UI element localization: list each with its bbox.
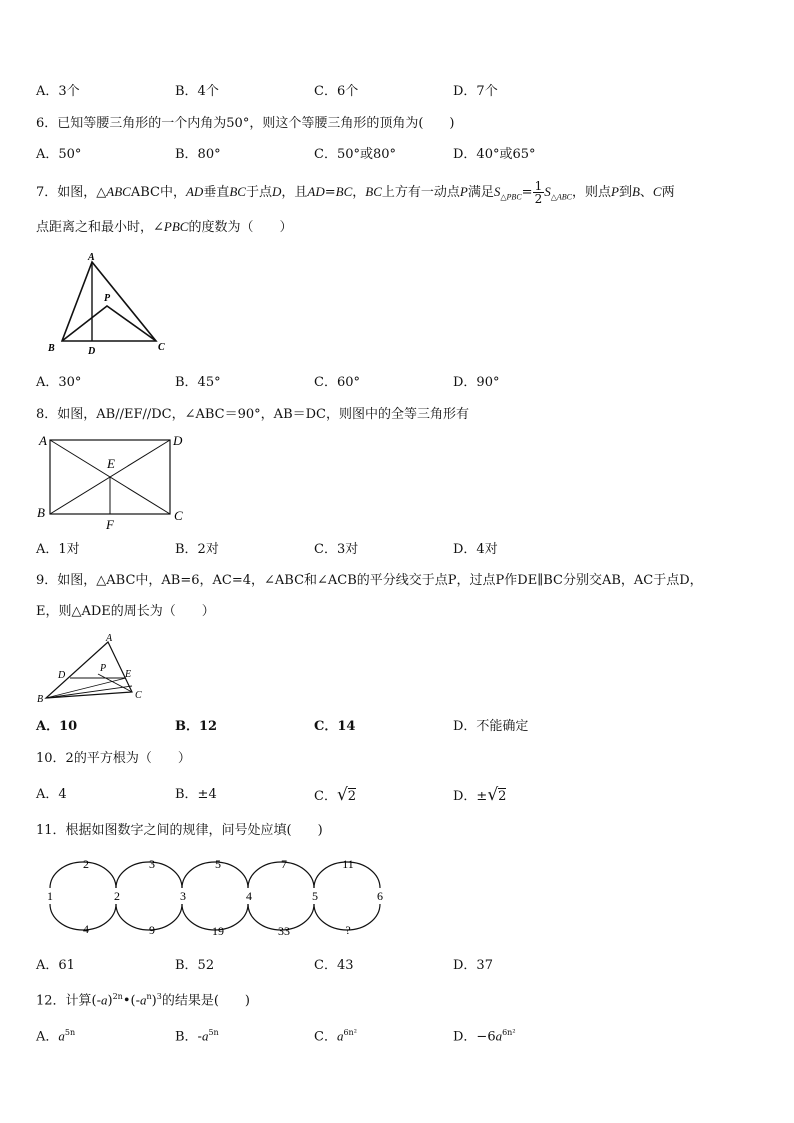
q9-option-b: B．12: [175, 719, 218, 734]
q11-middle-6: 6: [377, 889, 383, 903]
q8-option-d: D．4对: [453, 542, 498, 557]
q11-top-1: 2: [83, 857, 89, 871]
q7-label-a: A: [88, 252, 95, 263]
q11-option-d: D．37: [453, 958, 493, 973]
q11-bottom-3: 19: [212, 924, 224, 938]
q7-stem-line2: 点距离之和最小时，∠PBC的度数为（ ）: [36, 219, 293, 235]
q12-stem: 12．计算$(-a)^{2n}•(-a^n)^3$的结果是( ): [36, 992, 250, 1009]
q11-option-c: C．43: [314, 958, 354, 973]
q8-option-c: C．3对: [314, 542, 359, 557]
q7-label-b: B: [48, 343, 55, 354]
q9-stem-line1: 9．如图，△ABC中，AB=6，AC=4，∠ABC和∠ACB的平分线交于点P，过点P作DE∥BC分别交AB，AC于点D，: [36, 573, 703, 588]
q11-middle-4: 4: [246, 889, 252, 903]
q9-label-c: C: [135, 690, 142, 701]
q11-bottom-row: [83, 922, 351, 938]
q7-label-d: D: [88, 346, 96, 357]
q12-option-b: B．$-a^{5n}$: [175, 1028, 219, 1045]
q9-label-a: A: [106, 633, 113, 644]
q9-line-be: [46, 686, 132, 698]
q9-label-e: E: [125, 669, 132, 680]
q5-option-b: B．4个: [175, 84, 219, 99]
q8-label-c: C: [174, 508, 183, 523]
q7-label-p: P: [104, 293, 111, 304]
q9-label-d: D: [58, 670, 66, 681]
q5-option-c: C．6个: [314, 84, 359, 99]
q7-option-d: D．90°: [453, 375, 500, 390]
q11-figure: [36, 852, 396, 942]
q6-option-b: B．80°: [175, 147, 221, 162]
q10-option-a: A．4: [36, 787, 67, 802]
sqrt-icon: √: [336, 785, 348, 805]
q8-figure: [36, 432, 196, 532]
q8-label-a: A: [39, 433, 47, 448]
q11-top-2: 3: [149, 857, 155, 871]
q9-label-b: B: [37, 694, 44, 705]
q9-label-p: P: [100, 663, 107, 674]
q8-label-e: E: [107, 456, 115, 471]
q9-stem-line2: E，则△ADE的周长为（ ）: [36, 604, 215, 619]
q6-option-a: A．50°: [36, 147, 82, 162]
q5-option-a: A．3个: [36, 84, 80, 99]
q10-option-b: B．±4: [175, 787, 217, 802]
q8-label-d: D: [173, 433, 183, 448]
q10-option-c: C．√2: [314, 785, 357, 805]
q8-stem: 8．如图，AB//EF//DC，∠ABC＝90°，AB＝DC，则图中的全等三角形有: [36, 407, 469, 422]
fraction-one-half: $\frac{1}{2}$: [534, 179, 543, 206]
q7-figure: [44, 250, 174, 360]
q9-option-d: D．不能确定: [453, 719, 529, 734]
q11-bottom-2: 9: [149, 923, 155, 937]
q12-option-c: C．$a^{6n^2}$: [314, 1028, 357, 1045]
q8-option-b: B．2对: [175, 542, 219, 557]
q10-option-c-radicand: 2: [347, 789, 357, 804]
q8-label-f: F: [106, 517, 114, 532]
q6-stem: 6．已知等腰三角形的一个内角为50°，则这个等腰三角形的顶角为( ): [36, 116, 455, 131]
q11-bottom-4: 33: [278, 924, 290, 938]
q9-figure: [36, 630, 156, 710]
q7-stem-line1: 7．如图，△ABCABC中，AD垂直BC于点D，且AD=BC，BC上方有一动点P满足$S_{\triangle PBC}=$ $\frac{1}{2}$ $S_{\triangle ABC}$，则点P到B、C两: [36, 179, 675, 206]
q11-top-3: 5: [215, 857, 221, 871]
q7-option-a: A．30°: [36, 375, 82, 390]
q11-middle-2: 2: [114, 889, 120, 903]
q6-option-d: D．40°或65°: [453, 147, 536, 162]
q11-bottom-1: 4: [83, 922, 89, 936]
q12-option-a: A．$a^{5n}$: [36, 1028, 76, 1045]
q11-middle-3: 3: [180, 889, 186, 903]
q12-option-d: D．$-6a^{6n^2}$: [453, 1028, 516, 1045]
q11-middle-5: 5: [312, 889, 318, 903]
sqrt-icon: √: [487, 785, 499, 805]
q11-top-5: 11: [342, 857, 354, 871]
q7-label-c: C: [158, 342, 165, 353]
q8-option-a: A．1对: [36, 542, 80, 557]
q11-bottom-5: ?: [345, 923, 351, 937]
q11-arcs: [50, 862, 380, 930]
q10-stem: 10．2的平方根为（ ）: [36, 751, 191, 766]
q10-option-d: D．±√2: [453, 785, 507, 805]
q11-top-row: [83, 857, 354, 871]
q11-stem: 11．根据如图数字之间的规律，问号处应填( ): [36, 823, 323, 838]
q11-option-b: B．52: [175, 958, 215, 973]
q10-option-d-radicand: 2: [498, 789, 507, 804]
q11-middle-row: [47, 889, 383, 903]
q8-label-b: B: [37, 505, 45, 520]
q5-option-d: D．7个: [453, 84, 498, 99]
q11-option-a: A．61: [36, 958, 75, 973]
q6-option-c: C．50°或80°: [314, 147, 397, 162]
q9-option-c: C．14: [314, 719, 356, 734]
q11-middle-1: 1: [47, 889, 53, 903]
q7-option-b: B．45°: [175, 375, 221, 390]
q7-option-c: C．60°: [314, 375, 360, 390]
q11-top-4: 7: [281, 857, 287, 871]
q9-option-a: A．10: [36, 719, 78, 734]
